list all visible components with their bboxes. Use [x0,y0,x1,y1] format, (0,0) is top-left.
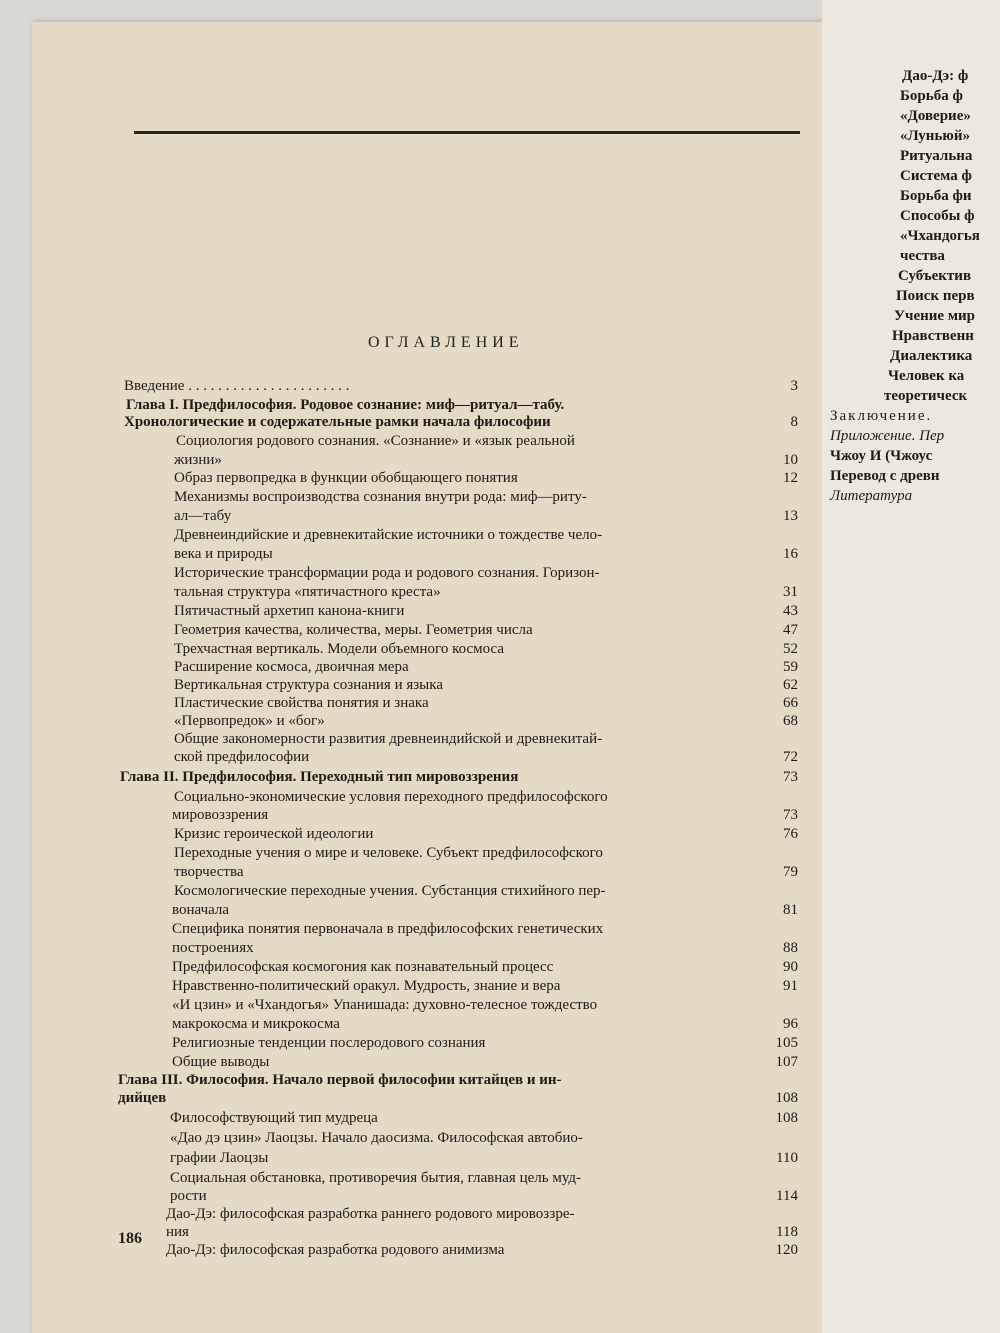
toc-entry-page: 73 [783,769,798,785]
toc-entry-text: мировоззрения [172,807,269,823]
toc-entry-page: 72 [783,749,798,765]
toc-entry-page: 108 [775,1110,798,1126]
toc-entry-page: 105 [775,1035,798,1051]
toc-entry-page: 88 [783,940,798,956]
toc-entry-text: Хронологические и содержательные рамки начала философии [124,414,551,430]
toc-entry-page: 16 [783,546,798,562]
toc-entry-page: 62 [783,677,798,693]
right-page-line: Нравственн [892,328,974,344]
toc-entry-page: 118 [776,1224,798,1240]
toc-entry-text: Вертикальная структура сознания и языка [174,677,443,693]
toc-entry-text: «Дао дэ цзин» Лаоцзы. Начало даосизма. Философская автобио- [170,1130,583,1146]
toc-entry-text: Исторические трансформации рода и родового сознания. Горизон- [174,565,600,581]
toc-entry-page: 8 [790,414,798,430]
toc-entry-text: Нравственно-политический оракул. Мудрость, знание и вера [172,978,561,994]
right-page-line: чества [900,248,945,264]
toc-entry-text: Введение . . . . . . . . . . . . . . . . . . . . . . [124,378,350,394]
toc-entry-text: ал—табу [174,508,232,524]
toc-entry-text: Дао-Дэ: философская разработка родового анимизма [166,1242,505,1258]
right-page-line: «Луньюй» [900,128,970,144]
toc-entry-page: 66 [783,695,798,711]
toc-entry-page: 96 [783,1016,798,1032]
right-page-line: Система ф [900,168,972,184]
right-page-line: Учение мир [894,308,976,324]
toc-entry-text: Древнеиндийские и древнекитайские источники о тождестве чело- [174,527,603,543]
toc-entry-text: Расширение космоса, двоичная мера [174,659,409,675]
toc-entry-text: дийцев [118,1090,167,1106]
toc-entry-text: жизни» [174,452,222,468]
toc-entry-text: Механизмы воспроизводства сознания внутри рода: миф—риту- [174,489,587,505]
toc-entry-text: Специфика понятия первоначала в предфилософских генетических [172,921,604,937]
toc-entry-text: воначала [172,902,230,918]
toc-entry-text: Трехчастная вертикаль. Модели объемного космоса [174,641,504,657]
toc-entry-page: 110 [776,1150,798,1166]
right-page-line: теоретическ [884,388,968,404]
toc-entry-text: Глава III. Философия. Начало первой философии китайцев и ин- [118,1072,562,1088]
toc-entry-page: 107 [775,1054,798,1070]
toc-entry-text: Космологические переходные учения. Субстанция стихийного пер- [174,883,606,899]
toc-entry-text: Образ первопредка в функции обобщающего понятия [174,470,518,486]
toc-entry-text: Кризис героической идеологии [174,826,374,842]
toc-entry-text: Глава II. Предфилософия. Переходный тип мировоззрения [120,769,519,785]
contents-title: ОГЛАВЛЕНИЕ [368,334,524,351]
toc-entry-text: рости [170,1188,207,1204]
right-page-line: Чжоу И (Чжоус [830,448,933,464]
toc-entry-text: Религиозные тенденции послеродового сознания [172,1035,486,1051]
toc-entry-text: Социология родового сознания. «Сознание» и «язык реальной [176,433,575,449]
toc-entry-text: «И цзин» и «Чхандогья» Упанишада: духовно-телесное тождество [172,997,598,1013]
toc-entry-text: Пластические свойства понятия и знака [174,695,429,711]
right-page-line: Субъектив [898,268,972,284]
toc-entry-page: 90 [783,959,798,975]
right-page-line: Приложение. Пер [830,428,945,444]
right-page-line: Литература [830,488,913,504]
right-page-line: Диалектика [890,348,973,364]
right-page-line: Ритуальна [900,148,973,164]
toc-entry-text: построениях [172,940,254,956]
right-page-line: Перевод с древн [830,468,940,484]
toc-entry-page: 10 [783,452,798,468]
toc-entry-text: ской предфилософии [174,749,310,765]
toc-entry-page: 76 [783,826,798,842]
toc-entry-text: века и природы [174,546,273,562]
toc-entry-text: графии Лаоцзы [170,1150,269,1166]
right-page-line: «Чхандогья [900,228,980,244]
toc-entry-page: 120 [775,1242,798,1258]
toc-entry-page: 47 [783,622,798,638]
toc-entry-text: Переходные учения о мире и человеке. Субъект предфилософского [174,845,603,861]
toc-entry-page: 79 [783,864,798,880]
toc-entry-page: 59 [783,659,798,675]
right-page-line: Заключение. [830,408,933,424]
toc-entry-text: макрокосма и микрокосма [172,1016,340,1032]
toc-entry-page: 81 [783,902,798,918]
toc-entry-text: творчества [174,864,244,880]
right-page-line: Борьба ф [900,88,963,104]
toc-entry-page: 91 [783,978,798,994]
toc-entry-page: 68 [783,713,798,729]
toc-entry-page: 73 [783,807,798,823]
toc-entry-text: Общие выводы [172,1054,270,1070]
toc-entry-text: Предфилософская космогония как познавательный процесс [172,959,554,975]
toc-entry-page: 12 [783,470,798,486]
right-page-line: «Доверие» [900,108,971,124]
toc-entry-page: 13 [783,508,798,524]
toc-entry-text: Глава I. Предфилософия. Родовое сознание: миф—ритуал—табу. [126,397,565,413]
toc-entry-text: Социальная обстановка, противоречия бытия, главная цель муд- [170,1170,581,1186]
toc-entry-text: ния [166,1224,189,1240]
toc-entry-page: 108 [775,1090,798,1106]
toc-entry-page: 3 [790,378,798,394]
toc-entry-text: Геометрия качества, количества, меры. Геометрия числа [174,622,533,638]
right-page-line: Поиск перв [896,288,975,304]
toc-entry-text: Общие закономерности развития древнеиндийской и древнекитай- [174,731,603,747]
toc-entry-page: 43 [783,603,798,619]
right-page-line: Борьба фи [900,188,972,204]
right-page-line: Способы ф [900,208,975,224]
toc-entry-text: тальная структура «пятичастного креста» [174,584,441,600]
right-book-page [822,0,1000,1333]
toc-entry-text: «Первопредок» и «бог» [174,713,325,729]
toc-entry-page: 31 [783,584,798,600]
page-number: 186 [118,1230,142,1247]
toc-entry-text: Философствующий тип мудреца [170,1110,378,1126]
toc-entry-text: Дао-Дэ: философская разработка раннего родового мировоззре- [166,1206,575,1222]
right-page-line: Дао-Дэ: ф [902,68,969,84]
right-page-line: Человек ка [888,368,965,384]
toc-entry-page: 114 [776,1188,798,1204]
toc-entry-text: Социально-экономические условия переходного предфилософского [174,789,608,805]
toc-entry-text: Пятичастный архетип канона-книги [174,603,405,619]
toc-entry-page: 52 [783,641,798,657]
